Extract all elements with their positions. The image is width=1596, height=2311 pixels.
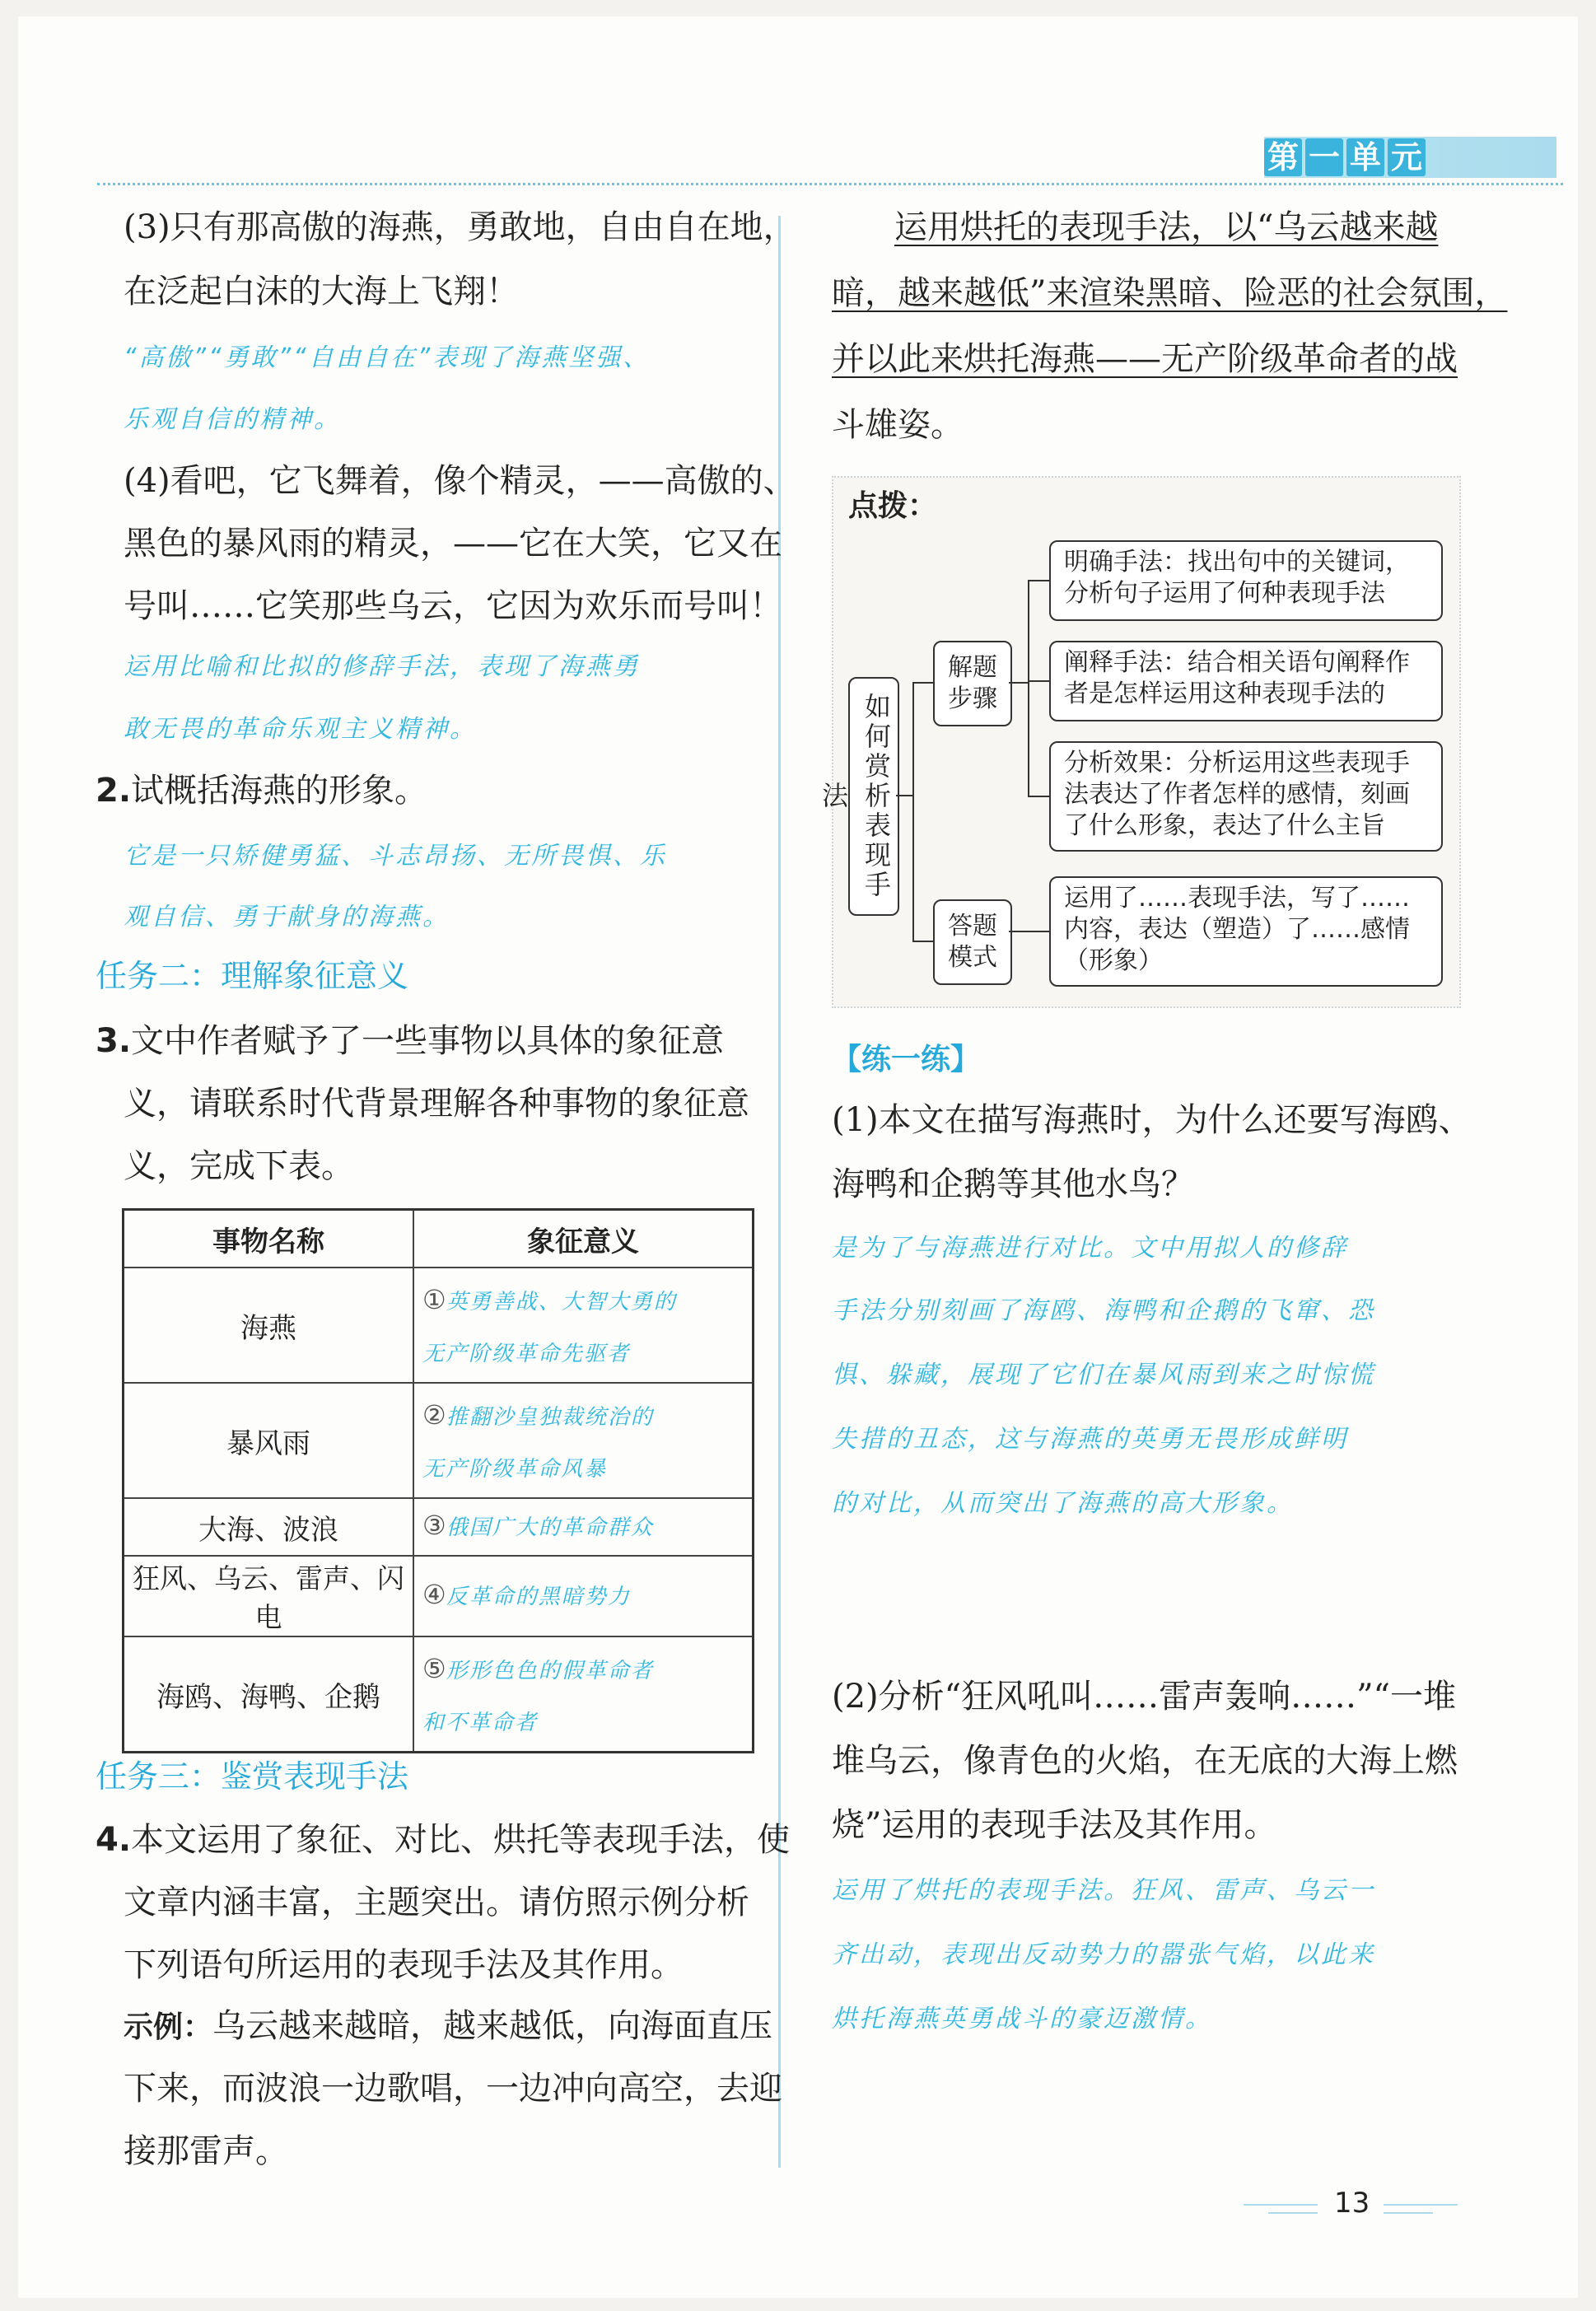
example-line: 接那雷声。 (124, 2132, 288, 2170)
table-row (124, 1556, 754, 1636)
q4-item-line: 黑色的暴风雨的精灵，——它在大笑，它又在 (124, 525, 782, 563)
connector (1028, 580, 1049, 581)
table-header: 象征意义 (413, 1210, 754, 1268)
mode-box: 运用了……表现手法，写了……内容，表达（塑造）了……感情（形象） (1049, 876, 1443, 987)
table-header: 事物名称 (124, 1210, 414, 1268)
question-4 (96, 1817, 790, 1863)
diagram-root: 如何赏析表现手法 (848, 677, 899, 916)
meaning-answer: 无产阶级革命风暴 (422, 1457, 608, 1482)
table-row (124, 1268, 754, 1383)
q4-answer-line: 敢无畏的革命乐观主义精神。 (124, 715, 477, 744)
meaning-answer: 推翻沙皇独裁统治的 (446, 1405, 654, 1430)
thing-name: 暴风雨 (124, 1383, 414, 1498)
question-3-line: 义，请联系时代背景理解各种事物的象征意 (124, 1085, 749, 1123)
connector (1028, 580, 1029, 797)
q4-answer-line: 运用比喻和比拟的修辞手法，表现了海燕勇 (124, 652, 640, 681)
connector (1009, 682, 1029, 684)
question-number: 4. (96, 1821, 132, 1859)
example-line (124, 2003, 772, 2051)
question-2 (96, 768, 427, 814)
practice-1-answer: 手法分别刻画了海鸥、海鸭和企鹅的飞窜、恐 (832, 1296, 1375, 1325)
practice-heading: 【练一练】 (832, 1043, 981, 1076)
example-answer-line: 并以此来烘托海燕——无产阶级革命者的战 (832, 340, 1458, 378)
example-answer-line: 暗，越来越低”来渲染黑暗、险恶的社会氛围， (832, 274, 1508, 312)
meaning-cell (413, 1498, 754, 1556)
table-row (124, 1498, 754, 1556)
question-text: 文中作者赋予了一些事物以具体的象征意 (131, 1022, 725, 1060)
table-row (124, 1383, 754, 1498)
connector (1009, 931, 1049, 932)
example-answer-line: 运用烘托的表现手法，以“乌云越来越 (894, 208, 1439, 246)
mode-label-text: 答题模式 (948, 912, 997, 972)
footer-deco-line (1268, 2212, 1318, 2214)
example-line: 下来，而波浪一边歌唱，一边冲向高空，去迎 (124, 2070, 782, 2108)
practice-2-answer: 烘托海燕英勇战斗的豪迈激情。 (832, 2005, 1212, 2033)
example-label: 示例： (124, 2010, 213, 2044)
table-row (124, 1636, 754, 1753)
meaning-answer: 俄国广大的革命群众 (446, 1515, 654, 1540)
q4-item-line: (4)看吧，它飞舞着，像个精灵，——高傲的、 (124, 462, 796, 500)
meaning-answer: 和不革命者 (422, 1711, 539, 1735)
unit-title (1264, 137, 1426, 178)
q4-item-line: 号叫……它笑那些乌云，它因为欢乐而号叫！ (124, 587, 782, 625)
item-number: ① (422, 1284, 446, 1315)
task-3-heading: 任务三：鉴赏表现手法 (96, 1758, 409, 1795)
thing-name: 大海、波浪 (124, 1498, 414, 1556)
header-divider (97, 183, 1563, 185)
meaning-answer: 英勇善战、大智大勇的 (446, 1290, 677, 1314)
meaning-answer: 形形色色的假革命者 (446, 1659, 654, 1683)
q3-answer-line: 乐观自信的精神。 (124, 405, 341, 434)
practice-2-line: 堆乌云，像青色的火焰，在无底的大海上燃 (832, 1742, 1458, 1780)
task-2-heading: 任务二：理解象征意义 (96, 958, 409, 994)
steps-label-text: 解题步骤 (948, 653, 997, 713)
meaning-cell (413, 1556, 754, 1636)
unit-char: 元 (1388, 138, 1426, 176)
item-number: ⑤ (422, 1653, 446, 1684)
item-number: ② (422, 1399, 446, 1431)
example-answer-line: 斗雄姿。 (832, 406, 964, 444)
practice-1-answer: 的对比，从而突出了海燕的高大形象。 (832, 1489, 1294, 1518)
footer-deco-line (1244, 2204, 1318, 2206)
question-4-line: 文章内涵丰富，主题突出。请仿照示例分析 (124, 1884, 749, 1921)
q2-answer-line: 观自信、勇于献身的海燕。 (124, 903, 450, 931)
unit-char: 第 (1264, 138, 1302, 176)
question-text: 本文运用了象征、对比、烘托等表现手法，使 (131, 1821, 791, 1859)
unit-char: 一 (1305, 138, 1343, 176)
practice-1-line: (1)本文在描写海燕时，为什么还要写海鸥、 (832, 1101, 1472, 1139)
connector (1028, 680, 1049, 682)
connector (896, 795, 914, 796)
page-number: 13 (1334, 2187, 1370, 2220)
practice-2-answer: 运用了烘托的表现手法。狂风、雷声、乌云一 (832, 1876, 1375, 1905)
connector (912, 682, 914, 942)
footer-deco-line (1384, 2204, 1458, 2206)
q3-answer-line: “高傲”“勇敢”“自由自在”表现了海燕坚强、 (124, 343, 651, 372)
question-3 (96, 1018, 724, 1064)
practice-1-answer: 惧、躲藏，展现了它们在暴风雨到来之时惊慌 (832, 1361, 1375, 1389)
q2-answer-line: 它是一只矫健勇猛、斗志昂扬、无所畏惧、乐 (124, 842, 667, 871)
unit-char: 单 (1346, 138, 1384, 176)
step-box: 分析效果：分析运用这些表现手法表达了作者怎样的感情，刻画了什么形象，表达了什么主旨 (1049, 741, 1443, 852)
q3-item-line: 在泛起白沫的大海上飞翔！ (124, 273, 519, 310)
connector (912, 682, 933, 684)
practice-1-answer: 失措的丑态，这与海燕的英勇无畏形成鲜明 (832, 1425, 1348, 1454)
meaning-answer: 反革命的黑暗势力 (446, 1585, 631, 1609)
meaning-cell (413, 1383, 754, 1498)
thing-name: 狂风、乌云、雷声、闪电 (124, 1556, 414, 1636)
table-header-row (124, 1210, 754, 1268)
q3-item-line: (3)只有那高傲的海燕，勇敢地，自由自在地， (124, 208, 796, 246)
footer-deco-line (1384, 2212, 1433, 2214)
item-number: ④ (422, 1579, 446, 1610)
item-number: ③ (422, 1510, 446, 1541)
meaning-cell (413, 1636, 754, 1753)
meaning-answer: 无产阶级革命先驱者 (422, 1342, 631, 1366)
thing-name: 海鸥、海鸭、企鹅 (124, 1636, 414, 1753)
thing-name: 海燕 (124, 1268, 414, 1383)
tips-title: 点拨： (848, 489, 938, 523)
column-divider (778, 216, 781, 2168)
meaning-cell (413, 1268, 754, 1383)
question-number: 2. (96, 772, 132, 810)
question-3-line: 义，完成下表。 (124, 1147, 354, 1185)
steps-label (933, 641, 1012, 726)
practice-1-line: 海鸭和企鹅等其他水鸟？ (832, 1165, 1194, 1203)
connector (912, 941, 933, 942)
connector (1028, 796, 1049, 797)
mode-label (933, 899, 1012, 985)
question-number: 3. (96, 1022, 132, 1060)
example-text: 乌云越来越暗，越来越低，向海面直压 (212, 2007, 773, 2045)
practice-1-answer: 是为了与海燕进行对比。文中用拟人的修辞 (832, 1234, 1348, 1263)
symbol-table (122, 1208, 754, 1753)
question-4-line: 下列语句所运用的表现手法及其作用。 (124, 1946, 684, 1984)
step-box: 明确手法：找出句中的关键词，分析句子运用了何种表现手法 (1049, 540, 1443, 621)
step-box: 阐释手法：结合相关语句阐释作者是怎样运用这种表现手法的 (1049, 641, 1443, 721)
practice-2-line: (2)分析“狂风吼叫……雷声轰响……”“一堆 (832, 1678, 1457, 1716)
question-text: 试概括海燕的形象。 (131, 772, 428, 810)
practice-2-answer: 齐出动，表现出反动势力的嚣张气焰，以此来 (832, 1940, 1375, 1969)
practice-2-line: 烧”运用的表现手法及其作用。 (832, 1806, 1277, 1844)
